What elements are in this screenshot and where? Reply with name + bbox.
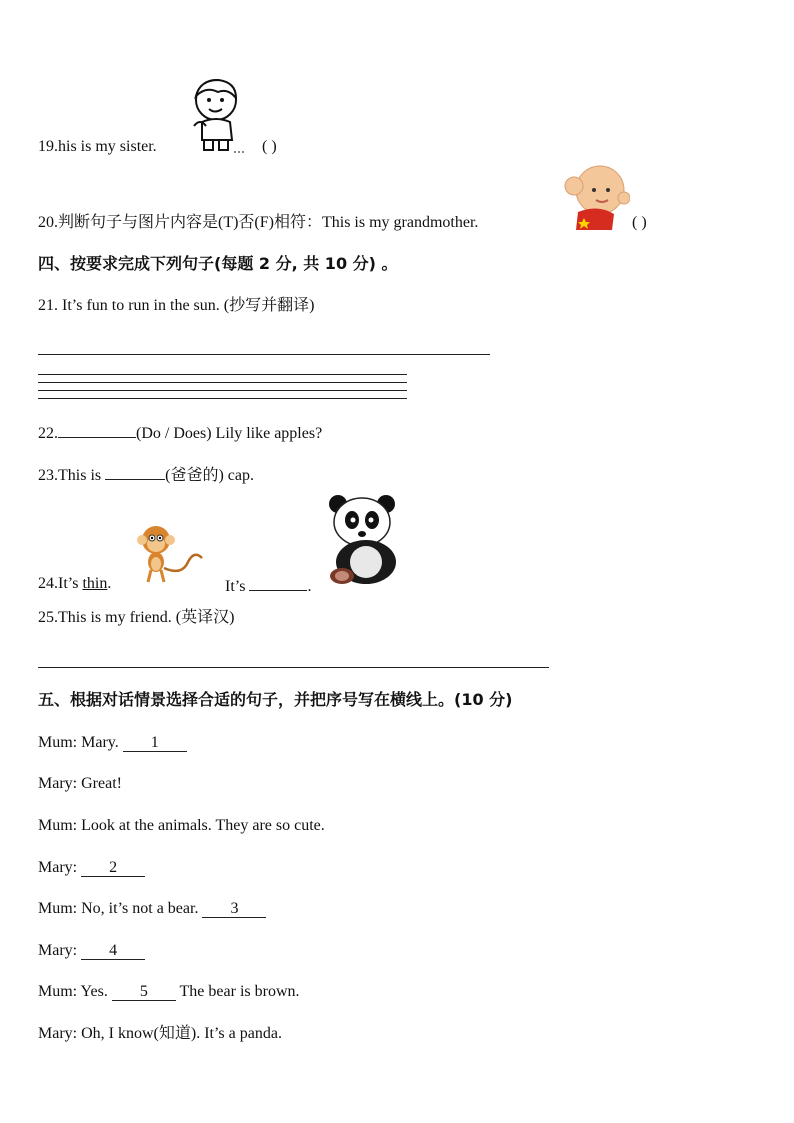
answer-blank[interactable]: 3: [202, 901, 266, 918]
dialogue-line: Mum: Look at the animals. They are so cute.: [38, 817, 325, 834]
section-4-heading: 四、按要求完成下列句子(每题 2 分, 共 10 分) 。: [38, 254, 398, 273]
monkey-icon: [132, 524, 206, 586]
answer-blank[interactable]: [58, 421, 136, 438]
writing-line[interactable]: [38, 390, 407, 391]
question-21: [38, 296, 314, 316]
answer-blank[interactable]: [249, 574, 307, 591]
question-19-text: 19.his is my sister.: [38, 138, 157, 155]
panda-icon: [326, 492, 404, 586]
writing-line[interactable]: [38, 374, 407, 375]
dialogue-line: Mum: No, it’s not a bear. 3: [38, 899, 266, 919]
question-23: 23.This is (爸爸的) cap.: [38, 463, 254, 486]
question-20-text: 20.判断句子与图片内容是(T)否(F)相符：This is my grandmother.: [38, 214, 479, 231]
boy-icon: [190, 78, 246, 154]
question-19: [38, 137, 157, 157]
question-20-paren: ( ): [632, 214, 647, 231]
question-22: 22. (Do / Does) Lily like apples?: [38, 421, 322, 444]
question-19-paren: ( ): [262, 138, 277, 155]
dialogue-line: Mary: 4: [38, 941, 145, 961]
writing-line[interactable]: [38, 398, 407, 399]
question-24-answer: It’s .: [225, 574, 311, 597]
answer-blank[interactable]: [105, 463, 165, 480]
answer-blank[interactable]: 5: [112, 984, 176, 1001]
writing-line[interactable]: [38, 382, 407, 383]
question-21-text: 21. It’s fun to run in the sun. (抄写并翻译): [38, 297, 315, 314]
dialogue-line: Mary: Oh, I know(知道). It’s a panda.: [38, 1025, 282, 1042]
dialogue-line: Mary: 2: [38, 858, 145, 878]
question-25: 25.This is my friend. (英译汉): [38, 609, 235, 626]
section-5-heading: 五、根据对话情景选择合适的句子，并把序号写在横线上。(10 分): [38, 690, 513, 709]
baby-icon: [558, 164, 630, 232]
answer-blank[interactable]: 2: [81, 860, 145, 877]
answer-line[interactable]: [38, 354, 490, 355]
dialogue-line: Mary: Great!: [38, 775, 122, 792]
answer-blank[interactable]: 1: [123, 735, 187, 752]
question-24: 24.It’s thin.: [38, 575, 112, 592]
answer-line[interactable]: [38, 667, 549, 668]
question-20: [38, 213, 478, 233]
answer-blank[interactable]: 4: [81, 943, 145, 960]
dialogue-line: Mum: Yes. 5 The bear is brown.: [38, 983, 300, 1000]
underlined-word: thin: [82, 575, 108, 592]
dialogue-line: Mum: Mary. 1: [38, 733, 187, 753]
